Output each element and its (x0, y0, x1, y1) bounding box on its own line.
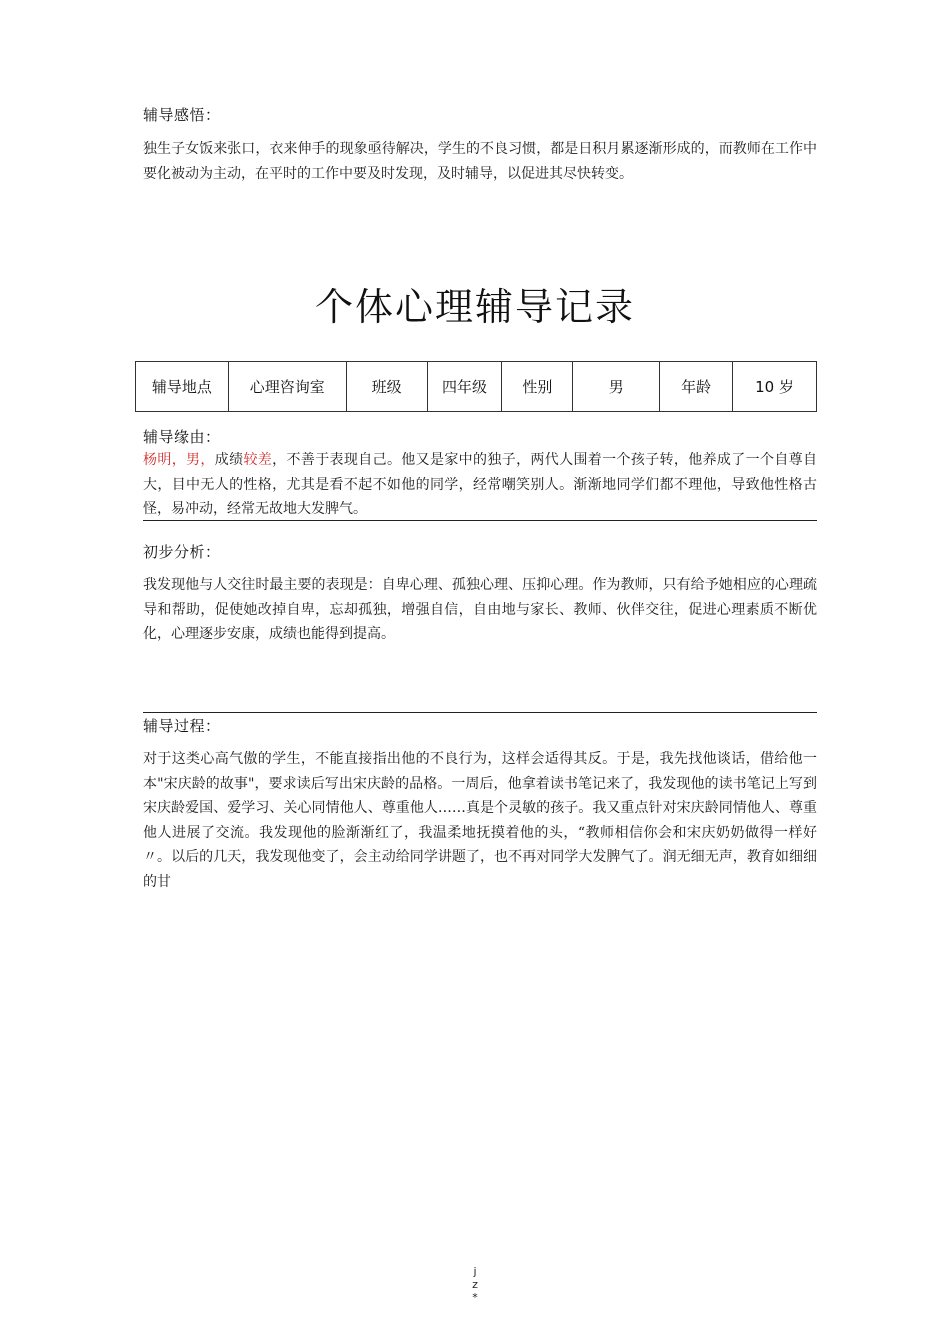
gender-value: 男 (573, 362, 660, 412)
reason-text-b: ，不善于表现自己。他又是家中的独子，两代人围着一个孩子转，他养成了一个自尊自大，目中无人的性格，尤其是看不起不如他的同学，经常嘲笑别人。渐渐地同学们都不理他，导致他性格古怪，易冲动，经常无故地大发脾气。 (143, 452, 818, 517)
process-heading: 辅导过程： (143, 717, 221, 735)
gender-label: 性别 (502, 362, 573, 412)
reason-heading: 辅导缘由： (143, 428, 221, 446)
footer-line-3: * (472, 1291, 478, 1304)
reason-text-a: 成绩 (214, 452, 244, 468)
class-value: 四年级 (427, 362, 502, 412)
footer-line-2: z (472, 1278, 478, 1291)
analysis-heading: 初步分析： (143, 543, 221, 561)
location-label: 辅导地点 (136, 362, 229, 412)
student-name-highlight: 杨明，男， (143, 452, 215, 468)
reflection-heading: 辅导感悟： (143, 106, 221, 124)
process-paragraph: 对于这类心高气傲的学生，不能直接指出他的不良行为，这样会适得其反。于是，我先找他谈话，借给他一本"宋庆龄的故事"，要求读后写出宋庆龄的品格。一周后，他拿着读书笔记来了，我发现他的读书笔记上写到宋庆龄爱国、爱学习、关心同情他人、尊重他人……真是个灵敏的孩子。我又重点针对宋庆龄同情他人、尊重他人进展了交流。我发现他的脸渐渐红了，我温柔地抚摸着他的头，“教师相信你会和宋庆奶奶做得一样好〃。以后的几天，我发现他变了，会主动给同学讲题了，也不再对同学大发脾气了。润无细无声，教育如细细的甘 (143, 751, 817, 890)
reason-divider (143, 520, 817, 521)
page-title: 个体心理辅导记录 (314, 285, 635, 329)
reason-paragraph (143, 448, 817, 522)
footer-line-1: j (473, 1265, 477, 1278)
age-label: 年龄 (660, 362, 733, 412)
analysis-paragraph: 我发现他与人交往时最主要的表现是：自卑心理、孤独心理、压抑心理。作为教师，只有给予她相应的心理疏导和帮助，促使她改掉自卑，忘却孤独，增强自信，自由地与家长、教师、伙伴交往，促进心理素质不断优化，心理逐步安康，成绩也能得到提高。 (143, 577, 817, 642)
location-value: 心理咨询室 (228, 362, 346, 412)
footer-mark (465, 1265, 485, 1304)
grade-highlight: 较差 (243, 452, 273, 468)
info-table (135, 361, 817, 412)
process-divider (143, 712, 817, 713)
reflection-paragraph: 独生子女饭来张口，衣来伸手的现象亟待解决，学生的不良习惯，都是日积月累逐渐形成的，而教师在工作中要化被动为主动，在平时的工作中要及时发现，及时辅导，以促进其尽快转变。 (143, 141, 817, 182)
age-value: 10 岁 (733, 362, 817, 412)
class-label: 班级 (346, 362, 427, 412)
